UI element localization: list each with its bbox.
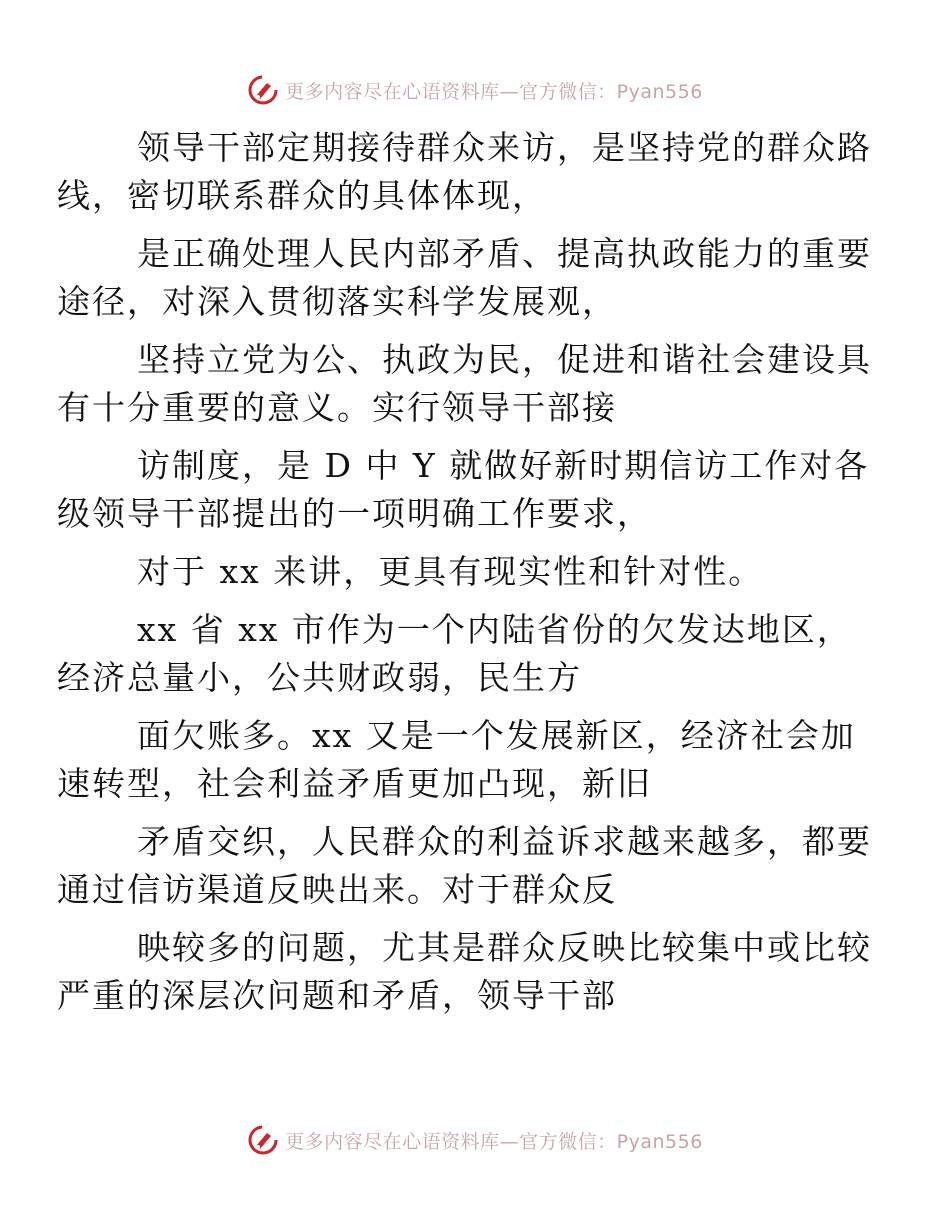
text-line: 是正确处理人民内部矛盾、提高执政能力的重要 bbox=[137, 234, 872, 273]
text-line: 面欠账多。xx 又是一个发展新区，经济社会加 bbox=[137, 716, 856, 755]
paragraph bbox=[57, 230, 872, 326]
text-line: 严重的深层次问题和矛盾，领导干部 bbox=[57, 976, 617, 1015]
pen-logo-icon bbox=[247, 1124, 279, 1156]
pen-logo-icon bbox=[247, 74, 279, 106]
text-line: 坚持立党为公、执政为民，促进和谐社会建设具 bbox=[137, 340, 872, 379]
header-banner-text: 更多内容尽在心语资料库—官方微信：Pyan556 bbox=[285, 80, 703, 103]
text-line: 访制度，是 D 中 Y 就做好新时期信访工作对各 bbox=[137, 446, 870, 485]
text-line: 有十分重要的意义。实行领导干部接 bbox=[57, 388, 617, 427]
paragraph bbox=[57, 336, 872, 432]
paragraph bbox=[57, 818, 872, 914]
paragraph bbox=[57, 712, 857, 808]
text-line: 领导干部定期接待群众来访，是坚持党的群众路 bbox=[137, 128, 872, 167]
text-line: 通过信访渠道反映出来。对于群众反 bbox=[57, 870, 617, 909]
text-line: xx 省 xx 市作为一个内陆省份的欠发达地区， bbox=[137, 610, 852, 649]
paragraph bbox=[57, 606, 857, 702]
paragraph bbox=[97, 548, 857, 596]
paragraph bbox=[57, 124, 872, 220]
footer-watermark bbox=[0, 1122, 950, 1158]
text-line: 对于 xx 来讲，更具有现实性和针对性。 bbox=[137, 552, 764, 591]
text-line: 映较多的问题，尤其是群众反映比较集中或比较 bbox=[137, 928, 872, 967]
text-line: 级领导干部提出的一项明确工作要求， bbox=[57, 494, 652, 533]
text-line: 途径，对深入贯彻落实科学发展观， bbox=[57, 282, 617, 321]
header-watermark bbox=[0, 72, 950, 108]
text-line: 速转型，社会利益矛盾更加凸现，新旧 bbox=[57, 764, 652, 803]
paragraph bbox=[57, 924, 872, 1020]
text-line: 矛盾交织，人民群众的利益诉求越来越多，都要 bbox=[137, 822, 872, 861]
paragraph bbox=[57, 442, 870, 538]
document-body bbox=[57, 124, 872, 1030]
text-line: 线，密切联系群众的具体体现， bbox=[57, 176, 547, 215]
footer-banner-text: 更多内容尽在心语资料库—官方微信：Pyan556 bbox=[285, 1130, 703, 1153]
text-line: 经济总量小，公共财政弱，民生方 bbox=[57, 658, 582, 697]
